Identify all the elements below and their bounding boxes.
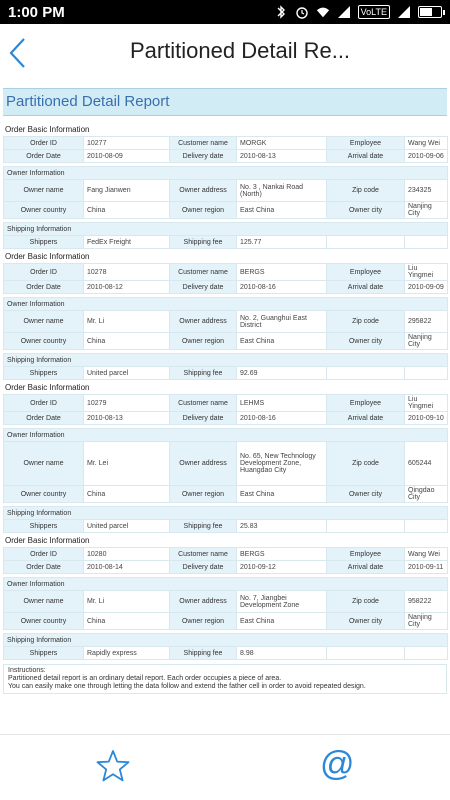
value-employee: Wang Wei	[405, 137, 448, 150]
label-arrival-date: Arrival date	[327, 281, 405, 294]
value-delivery-date: 2010-08-13	[237, 150, 327, 163]
value-delivery-date: 2010-08-16	[237, 412, 327, 425]
table-row	[4, 311, 448, 333]
order-basic-table	[3, 547, 448, 574]
instructions-box	[3, 664, 447, 694]
table-row	[4, 561, 448, 574]
empty-cell	[327, 236, 405, 249]
label-owner-country: Owner country	[4, 202, 84, 219]
label-order-id: Order ID	[4, 264, 84, 281]
table-row	[4, 137, 448, 150]
report-scroll-area[interactable]	[0, 84, 450, 732]
table-row	[4, 634, 448, 647]
value-owner-city: Nanjing City	[405, 202, 448, 219]
empty-cell	[327, 367, 405, 380]
shipping-info-table	[3, 222, 448, 249]
value-owner-region: East China	[237, 202, 327, 219]
empty-cell	[327, 520, 405, 533]
value-owner-address: No. 65, New Technology Development Zone, Huangdao City	[237, 442, 327, 486]
label-delivery-date: Delivery date	[170, 412, 237, 425]
empty-cell	[327, 647, 405, 660]
owner-info-table	[3, 428, 448, 503]
shipping-info-table	[3, 353, 448, 380]
table-row	[4, 591, 448, 613]
section-owner-info: Owner Information	[4, 429, 448, 442]
empty-cell	[405, 367, 448, 380]
value-order-id: 10277	[84, 137, 170, 150]
table-row	[4, 412, 448, 425]
value-order-id: 10279	[84, 395, 170, 412]
value-shippers: FedEx Freight	[84, 236, 170, 249]
label-zip-code: Zip code	[327, 311, 405, 333]
order-block	[0, 122, 450, 249]
label-owner-name: Owner name	[4, 180, 84, 202]
table-row	[4, 202, 448, 219]
order-basic-table	[3, 263, 448, 294]
value-zip-code: 605244	[405, 442, 448, 486]
value-order-date: 2010-08-12	[84, 281, 170, 294]
label-arrival-date: Arrival date	[327, 150, 405, 163]
table-row	[4, 647, 448, 660]
label-owner-city: Owner city	[327, 202, 405, 219]
label-employee: Employee	[327, 395, 405, 412]
label-owner-name: Owner name	[4, 311, 84, 333]
table-row	[4, 548, 448, 561]
value-owner-country: China	[84, 486, 170, 503]
value-arrival-date: 2010-09-06	[405, 150, 448, 163]
table-row	[4, 507, 448, 520]
alarm-icon	[295, 5, 309, 19]
label-delivery-date: Delivery date	[170, 561, 237, 574]
value-owner-region: East China	[237, 613, 327, 630]
table-row	[4, 354, 448, 367]
battery-icon	[418, 6, 442, 18]
owner-info-table	[3, 166, 448, 219]
section-shipping-info: Shipping Information	[4, 223, 448, 236]
section-shipping-info: Shipping Information	[4, 634, 448, 647]
table-row	[4, 486, 448, 503]
value-owner-city: Nanjing City	[405, 613, 448, 630]
value-shipping-fee: 92.69	[237, 367, 327, 380]
value-owner-address: No. 3 , Nankai Road (North)	[237, 180, 327, 202]
value-owner-city: Qingdao City	[405, 486, 448, 503]
wifi-icon	[316, 5, 330, 19]
label-shipping-fee: Shipping fee	[170, 647, 237, 660]
table-row	[4, 442, 448, 486]
label-shippers: Shippers	[4, 520, 84, 533]
label-owner-country: Owner country	[4, 486, 84, 503]
table-row	[4, 236, 448, 249]
label-owner-address: Owner address	[170, 442, 237, 486]
value-shipping-fee: 125.77	[237, 236, 327, 249]
instructions-heading: Instructions:	[8, 667, 46, 674]
value-owner-name: Mr. Li	[84, 311, 170, 333]
table-row	[4, 264, 448, 281]
instructions-line-1: Partitioned detail report is an ordinary detail report. Each order occupies a piece of area.	[8, 675, 282, 682]
signal-icon	[337, 5, 351, 19]
owner-info-table	[3, 297, 448, 350]
value-owner-region: East China	[237, 333, 327, 350]
table-row	[4, 298, 448, 311]
status-time: 1:00 PM	[8, 3, 65, 21]
section-owner-info: Owner Information	[4, 578, 448, 591]
label-employee: Employee	[327, 264, 405, 281]
label-order-id: Order ID	[4, 395, 84, 412]
order-block	[0, 380, 450, 533]
table-row	[4, 167, 448, 180]
value-customer-name: BERGS	[237, 264, 327, 281]
label-shippers: Shippers	[4, 647, 84, 660]
label-delivery-date: Delivery date	[170, 150, 237, 163]
table-row	[4, 223, 448, 236]
label-order-id: Order ID	[4, 548, 84, 561]
value-employee: Wang Wei	[405, 548, 448, 561]
table-row	[4, 578, 448, 591]
label-owner-city: Owner city	[327, 486, 405, 503]
value-owner-address: No. 2, Guanghui East District	[237, 311, 327, 333]
order-block	[0, 249, 450, 380]
order-basic-table	[3, 136, 448, 163]
table-row	[4, 180, 448, 202]
label-order-date: Order Date	[4, 150, 84, 163]
value-shippers: United parcel	[84, 520, 170, 533]
value-owner-country: China	[84, 333, 170, 350]
table-row	[4, 367, 448, 380]
value-arrival-date: 2010-09-11	[405, 561, 448, 574]
table-row	[4, 520, 448, 533]
at-icon[interactable]: @	[320, 745, 355, 783]
label-shipping-fee: Shipping fee	[170, 236, 237, 249]
value-owner-address: No. 7, Jiangbei Development Zone	[237, 591, 327, 613]
value-shippers: United parcel	[84, 367, 170, 380]
label-owner-name: Owner name	[4, 442, 84, 486]
label-employee: Employee	[327, 548, 405, 561]
value-arrival-date: 2010-09-09	[405, 281, 448, 294]
nav-bar	[0, 24, 450, 84]
value-employee: Liu Yingmei	[405, 264, 448, 281]
empty-cell	[405, 236, 448, 249]
value-zip-code: 234325	[405, 180, 448, 202]
empty-cell	[405, 647, 448, 660]
value-owner-name: Mr. Li	[84, 591, 170, 613]
label-customer-name: Customer name	[170, 264, 237, 281]
label-customer-name: Customer name	[170, 137, 237, 150]
value-order-id: 10280	[84, 548, 170, 561]
value-owner-name: Fang Jianwen	[84, 180, 170, 202]
page-title: Partitioned Detail Re...	[129, 38, 351, 63]
report-title: Partitioned Detail Report	[3, 88, 447, 116]
label-zip-code: Zip code	[327, 591, 405, 613]
orders-container	[0, 122, 450, 660]
label-shipping-fee: Shipping fee	[170, 367, 237, 380]
value-order-date: 2010-08-14	[84, 561, 170, 574]
section-owner-info: Owner Information	[4, 298, 448, 311]
label-owner-region: Owner region	[170, 486, 237, 503]
status-icons	[274, 5, 442, 19]
value-owner-country: China	[84, 613, 170, 630]
value-customer-name: BERGS	[237, 548, 327, 561]
label-owner-address: Owner address	[170, 311, 237, 333]
label-owner-address: Owner address	[170, 180, 237, 202]
label-order-id: Order ID	[4, 137, 84, 150]
label-order-date: Order Date	[4, 281, 84, 294]
label-employee: Employee	[327, 137, 405, 150]
section-owner-info: Owner Information	[4, 167, 448, 180]
label-owner-country: Owner country	[4, 333, 84, 350]
table-row	[4, 613, 448, 630]
value-employee: Liu Yingmei	[405, 395, 448, 412]
label-zip-code: Zip code	[327, 180, 405, 202]
bluetooth-icon	[274, 5, 288, 19]
table-row	[4, 150, 448, 163]
value-order-date: 2010-08-09	[84, 150, 170, 163]
value-order-date: 2010-08-13	[84, 412, 170, 425]
label-owner-city: Owner city	[327, 333, 405, 350]
signal-icon-2	[397, 5, 411, 19]
label-order-date: Order Date	[4, 412, 84, 425]
value-arrival-date: 2010-09-10	[405, 412, 448, 425]
label-arrival-date: Arrival date	[327, 412, 405, 425]
label-zip-code: Zip code	[327, 442, 405, 486]
value-owner-name: Mr. Lei	[84, 442, 170, 486]
label-arrival-date: Arrival date	[327, 561, 405, 574]
empty-cell	[405, 520, 448, 533]
value-owner-city: Nanjing City	[405, 333, 448, 350]
table-row	[4, 333, 448, 350]
label-customer-name: Customer name	[170, 395, 237, 412]
star-icon[interactable]	[96, 749, 130, 783]
label-owner-city: Owner city	[327, 613, 405, 630]
label-owner-region: Owner region	[170, 613, 237, 630]
section-order-basic: Order Basic Information	[5, 536, 90, 545]
value-zip-code: 295822	[405, 311, 448, 333]
table-row	[4, 395, 448, 412]
value-zip-code: 958222	[405, 591, 448, 613]
label-owner-region: Owner region	[170, 202, 237, 219]
shipping-info-table	[3, 633, 448, 660]
value-order-id: 10278	[84, 264, 170, 281]
owner-info-table	[3, 577, 448, 630]
section-order-basic: Order Basic Information	[5, 125, 90, 134]
value-customer-name: LEHMS	[237, 395, 327, 412]
label-owner-country: Owner country	[4, 613, 84, 630]
label-shippers: Shippers	[4, 236, 84, 249]
section-order-basic: Order Basic Information	[5, 252, 90, 261]
value-shippers: Rapidly express	[84, 647, 170, 660]
value-shipping-fee: 25.83	[237, 520, 327, 533]
shipping-info-table	[3, 506, 448, 533]
label-owner-region: Owner region	[170, 333, 237, 350]
table-row	[4, 429, 448, 442]
label-shipping-fee: Shipping fee	[170, 520, 237, 533]
table-row	[4, 281, 448, 294]
value-owner-country: China	[84, 202, 170, 219]
instructions-line-2: You can easily make one through letting the data follow and extend the father cell in order to avoid repeated design.	[8, 683, 366, 690]
label-delivery-date: Delivery date	[170, 281, 237, 294]
label-owner-address: Owner address	[170, 591, 237, 613]
value-delivery-date: 2010-08-16	[237, 281, 327, 294]
value-customer-name: MORGK	[237, 137, 327, 150]
order-basic-table	[3, 394, 448, 425]
bottom-bar	[0, 734, 450, 800]
section-order-basic: Order Basic Information	[5, 383, 90, 392]
value-shipping-fee: 8.98	[237, 647, 327, 660]
back-chevron-icon[interactable]	[6, 36, 30, 70]
label-order-date: Order Date	[4, 561, 84, 574]
label-shippers: Shippers	[4, 367, 84, 380]
label-owner-name: Owner name	[4, 591, 84, 613]
value-delivery-date: 2010-09-12	[237, 561, 327, 574]
value-owner-region: East China	[237, 486, 327, 503]
order-block	[0, 533, 450, 660]
status-bar	[0, 0, 450, 24]
section-shipping-info: Shipping Information	[4, 507, 448, 520]
label-customer-name: Customer name	[170, 548, 237, 561]
volte-badge: VoLTE	[358, 5, 390, 19]
section-shipping-info: Shipping Information	[4, 354, 448, 367]
